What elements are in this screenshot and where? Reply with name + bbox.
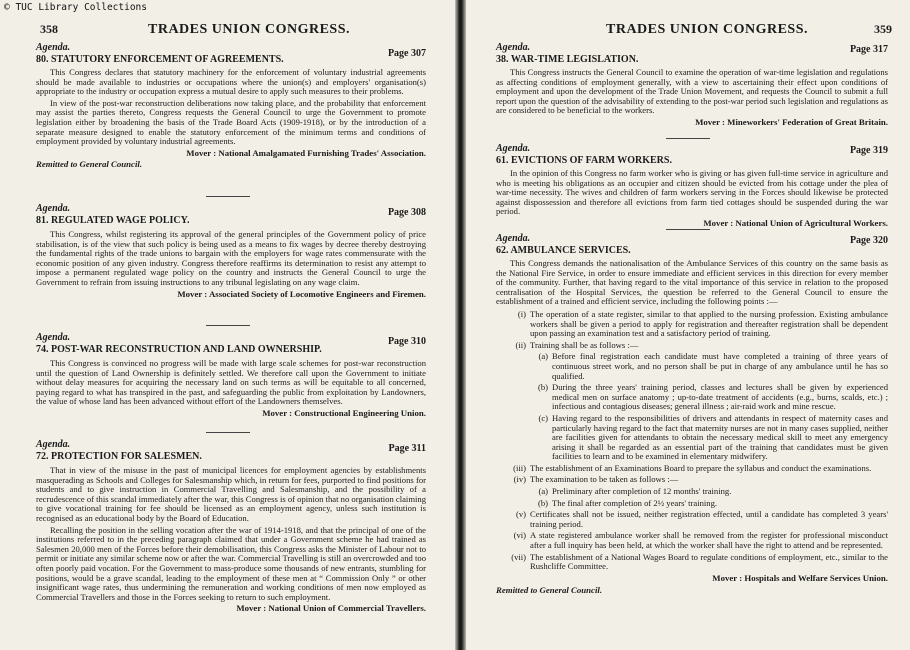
resolution-62 [496, 233, 888, 596]
watermark: © TUC Library Collections [4, 2, 147, 13]
list-item-number: (b) [537, 382, 548, 393]
resolution-title: 81. REGULATED WAGE POLICY. [36, 215, 190, 226]
agenda-label: Agenda. [496, 233, 531, 244]
list-item [496, 352, 888, 381]
page-reference: Page 310 [387, 336, 426, 347]
list-item-number: (ii) [515, 339, 526, 350]
list-item-number: (c) [538, 412, 548, 423]
resolution-81 [36, 203, 426, 300]
agenda-label: Agenda. [496, 143, 531, 154]
agenda-label: Agenda. [36, 42, 71, 53]
list-item-text: The examination to be taken as follows :— [530, 474, 679, 485]
list-item-number: (v) [515, 509, 526, 520]
list-item-text: Preliminary after completion of 12 months' training. [552, 486, 732, 497]
list-item-number: (i) [517, 308, 526, 319]
list-item-text: Having regard to the responsibilities of drivers and attendants in respect of maternity cases and particularly having regard to the fact that maternity nurses are not in many cases supplied, neither are facilities given for attendants to obtain the necessary medical skill to meet any emergency arising it shall be regarded as an essential part of the training that candidates must be given facilities to learn and to be examined in elementary midwifery. [552, 412, 888, 462]
running-header: TRADES UNION CONGRESS. [148, 22, 350, 37]
running-header: TRADES UNION CONGRESS. [606, 22, 808, 37]
mover-line: Mover : Hospitals and Welfare Services Union. [712, 572, 888, 583]
list-item [496, 341, 888, 351]
section-divider [206, 325, 250, 326]
agenda-label: Agenda. [36, 203, 71, 214]
list-item [496, 487, 888, 497]
resolution-paragraph: This Congress, whilst registering its approval of the general principles of the Government policy of price stabilisation, is of the view that such policy is being used as a means to fix wages by decree thereby destroying the fundamental rights of the trade unions to bargain with the employers for wage rates commensurate with the economic position of any given industry. Congress therefore reaffirms its determination to resist any attempt to impose a permanent regulated wage policy on the country and instructs the General Council to urge the Government to refrain from issuing instructions to any tribunal legislating on any wage claim. [36, 229, 426, 287]
agenda-label: Agenda. [36, 439, 71, 450]
page-number: 359 [874, 22, 892, 36]
list-item [496, 553, 888, 572]
mover-line: Mover : National Union of Commercial Travellers. [236, 603, 426, 614]
resolution-80 [36, 42, 426, 170]
page-reference: Page 320 [849, 235, 888, 246]
resolution-paragraph: This Congress demands the nationalisation of the Ambulance Services of this country on the same basis as the National Fire Service, in order to ensure immediate and efficient services in this direction for every member of the community. Further, that having regard to the vital importance of this service in relation to the proposed centralisation of the Hospital Services, the question be referred to the General Council to ensure the establishment of a trained and efficient service, including the following points :— [496, 258, 888, 307]
resolution-38 [496, 42, 888, 128]
section-divider [666, 138, 710, 139]
resolution-paragraph: In the opinion of this Congress no farm worker who is giving or has given full-time service in agriculture and who is meeting his obligations as an occupier and citizen should be evicted from his cottage under the plea of war-time necessity. The wives and children of farm workers serving in the Forces should likewise be protected against dispossession and therefore all evictions from farm tied cottages should be suspended during the war period. [496, 168, 888, 217]
resolution-title: 38. WAR-TIME LEGISLATION. [496, 54, 639, 65]
resolution-72 [36, 439, 426, 614]
book-gutter [455, 0, 466, 650]
agenda-label: Agenda. [496, 42, 531, 53]
resolution-title: 61. EVICTIONS OF FARM WORKERS. [496, 155, 672, 166]
list-item-text: A state registered ambulance worker shall be removed from the register for professional misconduct after a full inquiry has been held, at which the worker shall have the right to attend and be represented. [530, 530, 888, 551]
list-item [496, 531, 888, 550]
list-item [496, 464, 888, 474]
mover-line: Mover : National Union of Agricultural Workers. [703, 217, 888, 228]
section-divider [206, 432, 250, 433]
section-divider [666, 229, 710, 230]
list-item-text: During the three years' training period, classes and lectures shall be given by experienced medical men on surface anatomy ; up-to-date treatment of accidents (e.g., burns, scalds, etc.) ; infectious and contagious diseases; general illness ; air-raid work and mine rescue. [552, 382, 888, 412]
list-item-number: (a) [538, 351, 548, 362]
resolution-title: 62. AMBULANCE SERVICES. [496, 245, 631, 256]
list-item-text: The final after completion of 2½ years' training. [552, 497, 718, 508]
list-item [496, 510, 888, 529]
resolution-paragraph: This Congress is convinced no progress will be made with large scale schemes for post-war reconstruction until the question of Land Ownership is definitely settled. We therefore call upon the Government to initiate without delay measures for acquiring the necessary land on such terms as will be equitable to all concerned, paying regard to what has transpired in the past, and safeguarding the public from exploitation by Landowners, the value of whose land has been advanced without effort of the Landowners themselves. [36, 358, 426, 407]
section-divider [206, 196, 250, 197]
resolution-paragraph: That in view of the misuse in the past of municipal licences for employment agencies by establishments masquerading as Schools and Colleges for Salesmanship which, in return for fees, purported to find positions for students and to give instruction in Commercial Travelling and Salesmanship, and the possibility of a recrudescence of this scandal immediately after the war, this Congress is of opinion that no organisation claiming to give vocational training for fee should be licensed as an employment agency, unless such institution is recognised as an educational body by the Board of Education. [36, 465, 426, 523]
page-reference: Page 319 [849, 145, 888, 156]
resolution-paragraph: This Congress instructs the General Council to examine the operation of war-time legislation and regulations as affecting conditions of employment generally, with a view to ascertaining their effect upon conditions of employment and upon the development of the Trade Union Movement, and requests the Council to submit a full report upon the question of the advisability of extending to the post-war period such legislation and regulations as are considered to be beneficial to the workers. [496, 67, 888, 116]
list-item-text: Certificates shall not be issued, neither registration effected, until a candidate has completed 3 years' training period. [530, 509, 888, 529]
list-item-number: (vi) [513, 530, 526, 541]
list-item [496, 383, 888, 412]
points-list [496, 310, 888, 572]
list-item-text: The establishment of an Examinations Board to prepare the syllabus and conduct the examinations. [530, 462, 872, 473]
mover-line: Mover : Associated Society of Locomotive Engineers and Firemen. [177, 288, 426, 299]
resolution-paragraph: This Congress declares that statutory machinery for the enforcement of voluntary industrial agreements should be made available to industries or occupations where the union(s) and employers' organisation(s) appropriate to the industry or occupation express a mutual desire to apply such measures to their problems. [36, 67, 426, 97]
list-item-text: Training shall be as follows :— [530, 339, 639, 350]
page-reference: Page 308 [387, 207, 426, 218]
list-item [496, 310, 888, 339]
list-item [496, 499, 888, 509]
right-page [466, 0, 910, 650]
mover-line: Mover : National Amalgamated Furnishing Trades' Association. [186, 147, 426, 158]
list-item [496, 475, 888, 485]
page-reference: Page 307 [387, 48, 426, 59]
page-reference: Page 311 [388, 443, 426, 454]
list-item-number: (a) [538, 486, 548, 497]
list-item-text: The establishment of a National Wages Board to regulate conditions of employment, etc., similar to the Rushcliffe Committee. [530, 551, 888, 572]
list-item-number: (iv) [513, 474, 526, 485]
resolution-paragraph: In view of the post-war reconstruction deliberations now taking place, and the probability that enforcement may assist the parties thereto, Congress requests the General Council to urge the Government to promote legislation either by broadening the basis of the Trade Board Acts (1909-1918), or by the introduction of a separate measure designed to enable the statutory enforcement of the minimum terms and conditions of employment provided by voluntary industrial agreements. [36, 97, 426, 147]
list-item [496, 414, 888, 462]
page-reference: Page 317 [849, 44, 888, 55]
resolution-title: 80. STATUTORY ENFORCEMENT OF AGREEMENTS. [36, 54, 284, 65]
resolution-paragraph: Recalling the position in the selling vocation after the war of 1914-1918, and that the principal of one of the institutions referred to in the preceding paragraph claimed that under a Government scheme he had trained as Salesmen 20,000 men of the Forces before their demobilisation, this Congress asks the Minister of Labour not to permit or initiate any similar scheme now or after the war. Commercial Travelling is still an overcrowded and too often poorly paid vocation. For the Government to mass-produce some thousands of new entrants, stumbling for positions, would be a grave scandal, leading to the employment of these men at “ Commission Only ” or other insignificant wage rates, thus undermining the remuneration and working conditions of men now employed as Commercial Travellers and those in the Forces seeking to return to such employment. [36, 524, 426, 602]
remit-note: Remitted to General Council. [496, 584, 603, 595]
list-item-number: (vii) [511, 551, 526, 562]
page-number: 358 [40, 22, 58, 36]
list-item-number: (b) [537, 497, 548, 508]
list-item-number: (iii) [513, 462, 526, 473]
mover-line: Mover : Mineworkers' Federation of Great Britain. [695, 116, 888, 127]
resolution-title: 74. POST-WAR RECONSTRUCTION AND LAND OWNERSHIP. [36, 344, 322, 355]
remit-note: Remitted to General Council. [36, 158, 143, 169]
agenda-label: Agenda. [36, 332, 71, 343]
mover-line: Mover : Constructional Engineering Union. [262, 407, 426, 418]
list-item-text: The operation of a state register, similar to that applied to the nursing profession. Existing ambulance workers shall be given a period to apply for registration and thereafter registration shall be dependent upon passing an examination test and a satisfactory period of training. [530, 308, 888, 339]
resolution-61 [496, 143, 888, 229]
resolution-74 [36, 332, 426, 419]
resolution-title: 72. PROTECTION FOR SALESMEN. [36, 451, 202, 462]
list-item-text: Before final registration each candidate must have completed a training of three years of continuous street work, and no person shall be put in charge of any ambulance until he has so qualified. [552, 351, 888, 381]
